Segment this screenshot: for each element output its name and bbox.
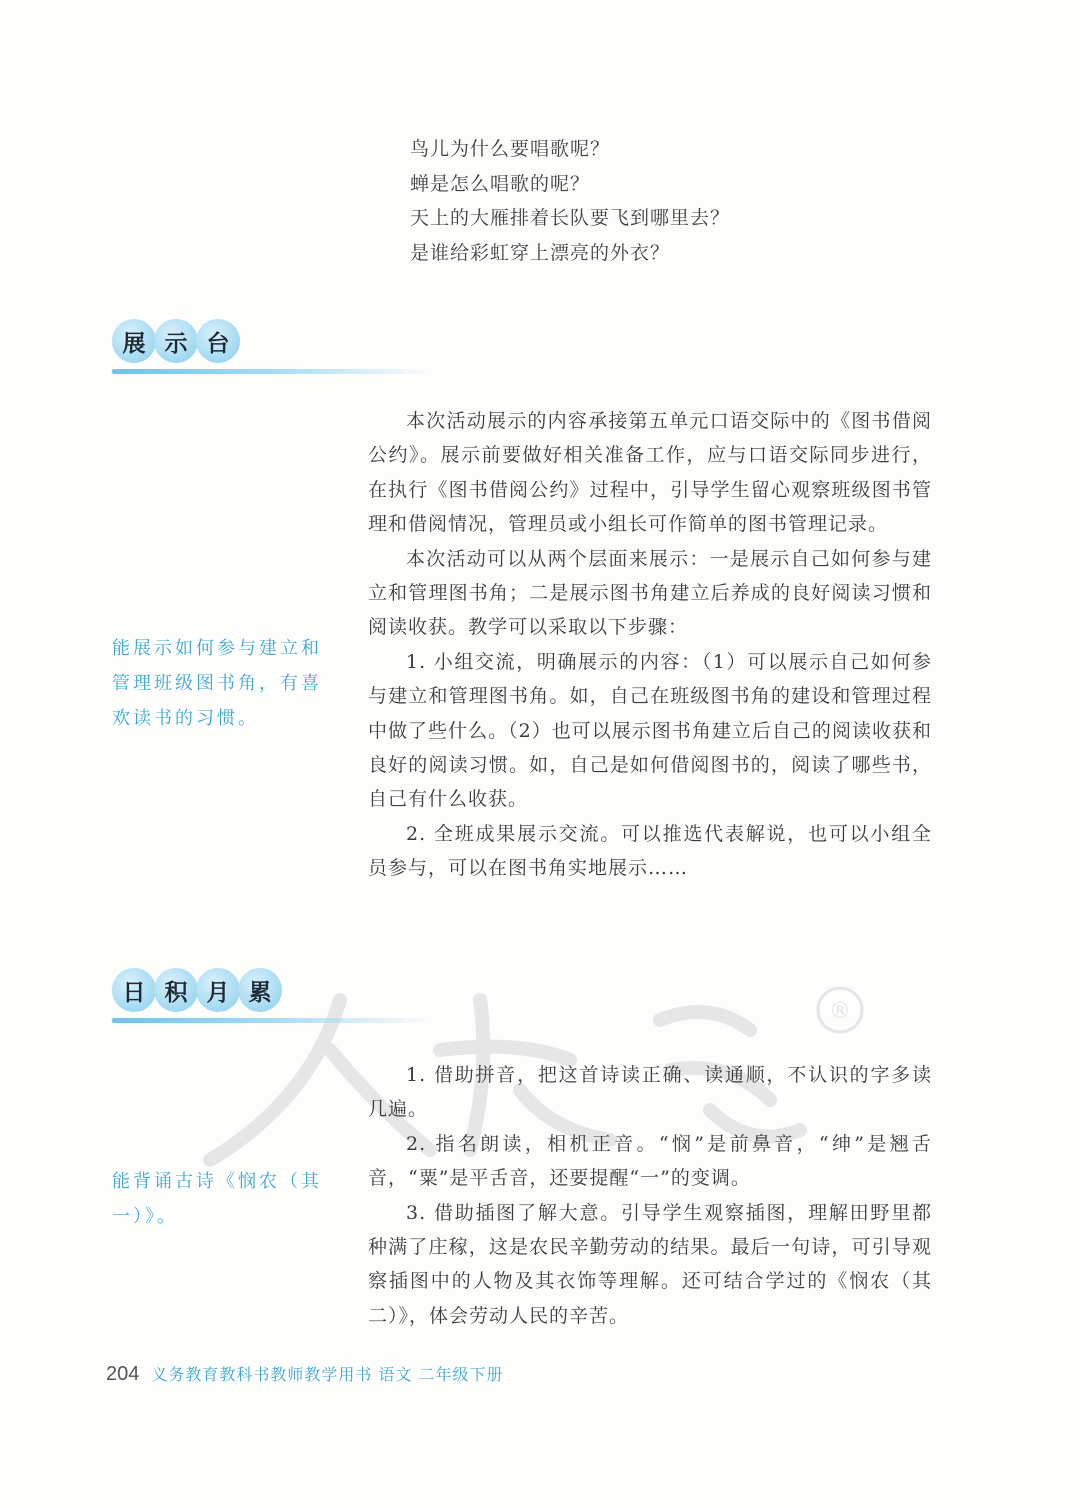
section-title-char: 月 <box>196 968 240 1012</box>
body-paragraph: 1. 借助拼音，把这首诗读正确、读通顺，不认识的字多读几遍。 <box>368 1064 932 1121</box>
section-body-accumulation <box>368 1058 932 1333</box>
body-paragraph: 2. 全班成果展示交流。可以推选代表解说，也可以小组全员参与，可以在图书角实地展示…… <box>368 822 932 880</box>
section-title-char: 积 <box>154 968 198 1012</box>
body-paragraph: 1. 小组交流，明确展示的内容：（1）可以展示自己如何参与建立和管理图书角。如，自己在班级图书角的建设和管理过程中做了些什么。（2）也可以展示图书角建立后自己的阅读收获和良好的阅读习惯。如，自己是如何借阅图书的，阅读了哪些书，自己有什么收获。 <box>368 650 932 811</box>
section-divider <box>112 1018 432 1023</box>
section-title-char: 示 <box>154 319 198 363</box>
poem-line: 是谁给彩虹穿上漂亮的外衣？ <box>410 241 671 264</box>
section-title-char: 台 <box>196 319 240 363</box>
margin-note: 能背诵古诗《悯农（其一）》。 <box>112 1171 322 1227</box>
section-header-accumulation <box>112 968 442 1028</box>
section-title <box>112 319 238 363</box>
poem-line: 天上的大雁排着长队要飞到哪里去？ <box>410 207 731 229</box>
section-body-showcase <box>368 404 932 886</box>
body-paragraph: 2. 指名朗读，相机正音。“悯”是前鼻音，“绅”是翘舌音，“粟”是平舌音，还要提醒“一”的变调。 <box>368 1132 932 1190</box>
poem-line: 蝉是怎么唱歌的呢？ <box>410 172 591 195</box>
margin-note: 能展示如何参与建立和管理班级图书角，有喜欢读书的习惯。 <box>112 638 322 729</box>
book-title: 义务教育教科书教师教学用书 语文 二年级下册 <box>151 1365 504 1384</box>
body-paragraph: 3. 借助插图了解大意。引导学生观察插图，理解田野里都种满了庄稼，这是农民辛勤劳动的结果。最后一句诗，可引导观察插图中的人物及其衣饰等理解。还可结合学过的《悯农（其二）》，体会劳动人民的辛苦。 <box>368 1201 932 1327</box>
poem-line: 鸟儿为什么要唱歌呢？ <box>410 138 611 160</box>
section-title-char: 日 <box>112 968 156 1012</box>
section-divider <box>112 369 432 374</box>
section-header-showcase <box>112 319 442 379</box>
body-paragraph: 本次活动展示的内容承接第五单元口语交际中的《图书借阅公约》。展示前要做好相关准备工作，应与口语交际同步进行，在执行《图书借阅公约》过程中，引导学生留心观察班级图书管理和借阅情况，管理员或小组长可作简单的图书管理记录。 <box>368 410 932 536</box>
page-number: 204 <box>106 1363 140 1385</box>
page-footer <box>106 1362 504 1386</box>
section-title <box>112 968 280 1012</box>
section-title-char: 累 <box>238 968 282 1012</box>
svg-text:®: ® <box>829 999 851 1024</box>
poem-block <box>410 132 850 270</box>
body-paragraph: 本次活动可以从两个层面来展示：一是展示自己如何参与建立和管理图书角；二是展示图书角建立后养成的良好阅读习惯和阅读收获。教学可以采取以下步骤： <box>368 547 932 639</box>
section-title-char: 展 <box>112 319 156 363</box>
